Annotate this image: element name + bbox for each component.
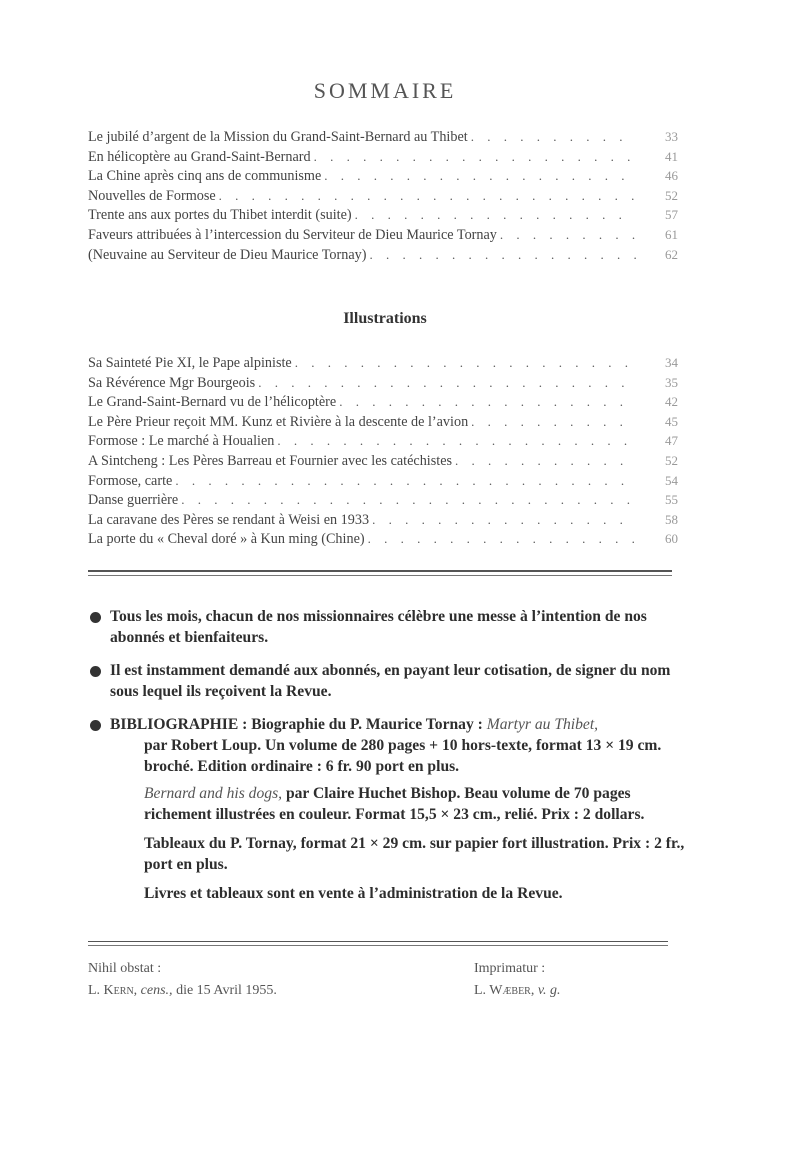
dot-leader: [455, 451, 636, 471]
toc-entry-page: 34: [665, 355, 678, 370]
dot-leader: [369, 245, 636, 265]
toc-entry-title: A Sintcheng : Les Pères Barreau et Fournier avec les catéchistes: [88, 452, 453, 469]
toc-entry: [88, 245, 678, 265]
toc-entry-title: Faveurs attribuées à l’intercession du Serviteur de Dieu Maurice Tornay: [88, 226, 497, 243]
toc-entry-title: La caravane des Pères se rendant à Weisi en 1933: [88, 511, 370, 528]
toc-entry: [88, 353, 678, 373]
sommaire-title: SOMMAIRE: [313, 78, 457, 103]
toc-entry-title: Formose : Le marché à Houalien: [88, 433, 275, 450]
toc-entry-title: Le jubilé d’argent de la Mission du Grand-Saint-Bernard au Thibet: [88, 129, 468, 145]
dot-leader: [471, 127, 636, 147]
toc-entry: [88, 431, 678, 451]
dot-leader: [355, 205, 636, 225]
dot-leader: [258, 373, 636, 393]
toc-entry-page: 60: [665, 531, 678, 547]
toc-entry-page: 52: [665, 452, 678, 468]
toc-entry: [88, 451, 678, 471]
toc-entry: [88, 412, 678, 432]
dot-leader: [219, 186, 636, 206]
book2-title: Bernard and his dogs,: [144, 785, 283, 802]
toc-entry-page: 47: [665, 433, 678, 449]
toc-entry-title: Trente ans aux portes du Thibet interdit (suite): [88, 207, 352, 224]
bullet-icon: [90, 612, 101, 623]
book1-details: par Robert Loup. Un volume de 280 pages + 10 hors-texte, format 13 × 19 cm. broché. Edition ordinaire : 6 fr. 90 port en plus.: [144, 737, 662, 775]
toc-entry-title: Formose, carte: [88, 472, 173, 489]
illustrations-title: Illustrations: [343, 310, 427, 327]
notice-mass: Tous les mois, chacun de nos missionnaires célèbre une messe à l’intention de nos abonnés et bienfaiteurs.: [88, 606, 688, 648]
nihil-obstat: Nihil obstat : L. Kern, cens., die 15 Avril 1955.: [88, 961, 277, 998]
toc-entry-title: La porte du « Cheval doré » à Kun ming (Chine): [88, 531, 365, 548]
toc-entry-page: 52: [665, 187, 678, 203]
toc-entry: [88, 373, 678, 393]
notices: [88, 606, 688, 916]
dot-leader: [314, 147, 636, 167]
toc-entry: [88, 392, 678, 412]
dot-leader: [339, 392, 636, 412]
dot-leader: [277, 431, 636, 451]
imprimatur: Imprimatur : L. Wæber, v. g.: [474, 961, 561, 998]
dot-leader: [324, 166, 636, 186]
toc-entry-page: 62: [665, 246, 678, 262]
toc-entry: [88, 490, 678, 510]
toc-entry: [88, 510, 678, 530]
toc-entry-title: Le Père Prieur reçoit MM. Kunz et Rivière à la descente de l’avion: [88, 413, 469, 430]
toc-entry-page: 61: [665, 226, 678, 242]
dot-leader: [372, 510, 636, 530]
toc-entry: [88, 127, 678, 147]
toc-entry: [88, 166, 678, 186]
book1-title: Martyr au Thibet,: [486, 716, 599, 733]
toc-entry-page: 45: [665, 413, 678, 429]
toc-entry-title: Danse guerrière: [88, 492, 179, 509]
toc-entry-page: 33: [665, 129, 678, 144]
toc-entry-page: 41: [665, 148, 678, 164]
dot-leader: [295, 353, 636, 373]
book2-details: par Claire Huchet Bishop. Beau volume de 70 pages richement illustrées en couleur. Format 15,5 × 23 cm., relié. Prix : 2 dollars.: [144, 785, 645, 823]
toc-entry: [88, 147, 678, 167]
toc-entry: [88, 225, 678, 245]
divider-bottom: [88, 941, 668, 946]
biblio-label: BIBLIOGRAPHIE : Biographie du P. Maurice Tornay :: [110, 716, 487, 733]
dot-leader: [471, 412, 636, 432]
toc-entry: [88, 529, 678, 549]
toc-entry: [88, 205, 678, 225]
toc-entry-page: 57: [665, 207, 678, 223]
bullet-icon: [90, 666, 101, 677]
toc-entry: [88, 471, 678, 491]
toc-entry: [88, 186, 678, 206]
dot-leader: [500, 225, 636, 245]
vente: Livres et tableaux sont en vente à l’administration de la Revue.: [144, 885, 563, 902]
toc-entry-page: 55: [665, 492, 678, 508]
toc-entry-title: (Neuvaine au Serviteur de Dieu Maurice Tornay): [88, 246, 367, 263]
toc-entry-page: 46: [665, 168, 678, 184]
dot-leader: [368, 529, 636, 549]
toc-entry-title: En hélicoptère au Grand-Saint-Bernard: [88, 148, 311, 165]
book2: [110, 783, 688, 825]
toc-entry-page: 42: [665, 394, 678, 410]
toc-entry-title: La Chine après cinq ans de communisme: [88, 168, 322, 185]
toc-entry-title: Sa Révérence Mgr Bourgeois: [88, 374, 256, 391]
notice-signature: Il est instamment demandé aux abonnés, en payant leur cotisation, de signer du nom sous lequel ils reçoivent la Revue.: [88, 660, 688, 702]
toc-entry-page: 35: [665, 374, 678, 390]
tableaux: Tableaux du P. Tornay, format 21 × 29 cm. sur papier fort illustration. Prix : 2 fr., port en plus.: [144, 835, 685, 873]
toc-entry-page: 58: [665, 511, 678, 527]
notice-bibliography: [88, 714, 688, 904]
sommaire-list: [88, 127, 678, 264]
dot-leader: [181, 490, 636, 510]
illustrations-list: [88, 353, 678, 549]
toc-entry-title: Sa Sainteté Pie XI, le Pape alpiniste: [88, 355, 292, 371]
toc-entry-title: Le Grand-Saint-Bernard vu de l’hélicoptère: [88, 394, 337, 411]
bullet-icon: [90, 720, 101, 731]
divider-top: [88, 570, 672, 576]
toc-entry-page: 54: [665, 472, 678, 488]
toc-entry-title: Nouvelles de Formose: [88, 187, 216, 204]
dot-leader: [175, 471, 636, 491]
